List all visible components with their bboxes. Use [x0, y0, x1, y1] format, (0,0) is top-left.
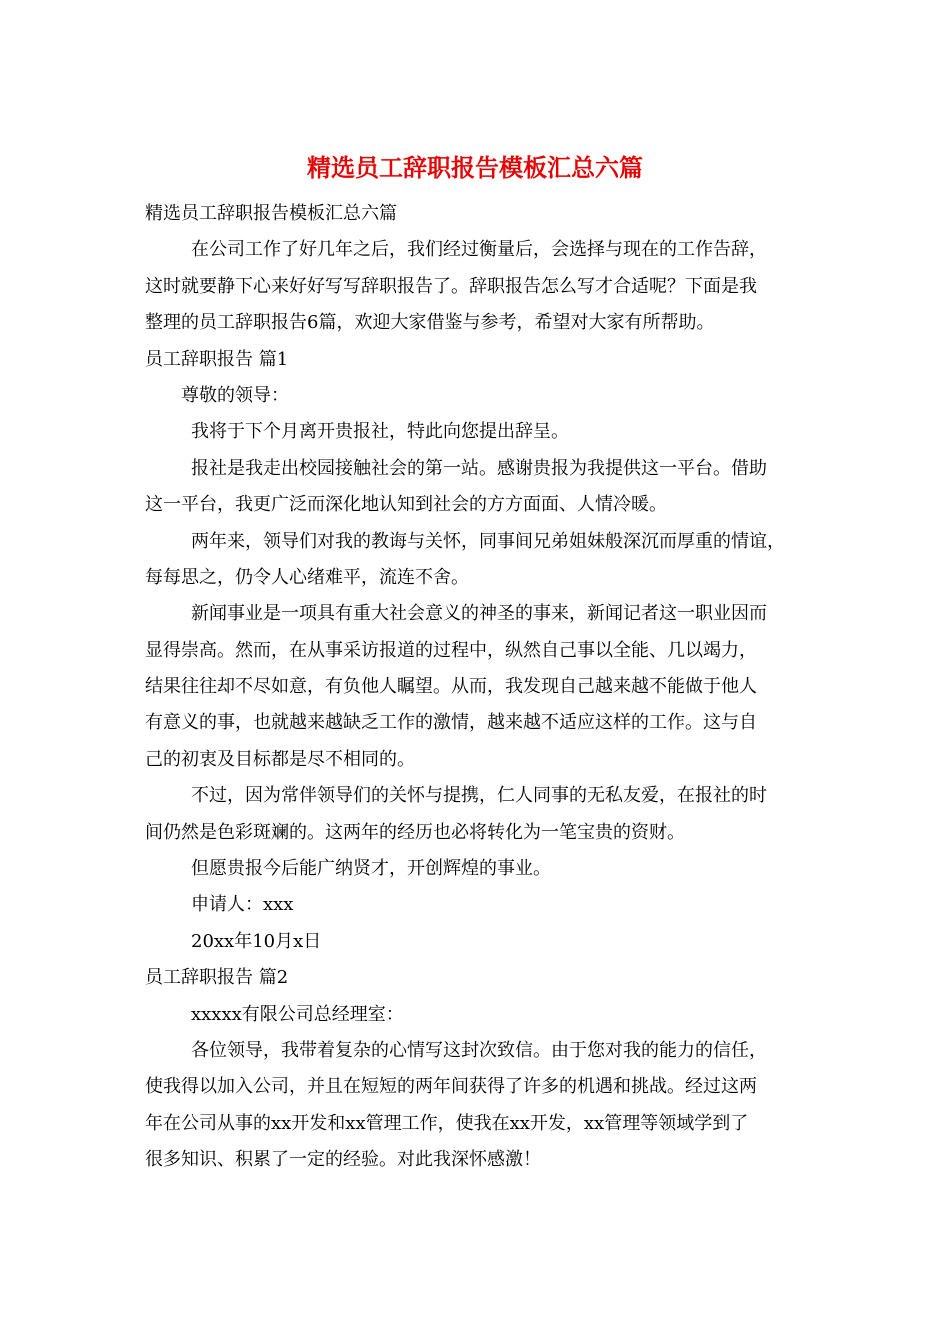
document-body [145, 196, 815, 1179]
text-line: 新闻事业是一项具有重大社会意义的神圣的事来，新闻记者这一职业因而 [191, 603, 767, 625]
text-line: 20xx年10月x日 [191, 930, 322, 952]
text-line: 年在公司从事的xx开发和xx管理工作，使我在xx开发，xx管理等领域学到了 [145, 1112, 749, 1134]
text-line: 我将于下个月离开贵报社，特此向您提出辞呈。 [191, 421, 569, 443]
text-line: 尊敬的领导： [181, 384, 289, 406]
text-line: 报社是我走出校园接触社会的第一站。感谢贵报为我提供这一平台。借助 [191, 457, 767, 479]
text-line: 各位领导，我带着复杂的心情写这封次致信。由于您对我的能力的信任， [191, 1039, 767, 1061]
text-line: 整理的员工辞职报告6篇，欢迎大家借鉴与参考，希望对大家有所帮助。 [145, 312, 715, 334]
text-line: 显得崇高。然而，在从事采访报道的过程中，纵然自己事以全能、几以竭力， [145, 639, 757, 661]
text-line: 每每思之，仍令人心绪难平，流连不舍。 [145, 566, 469, 588]
text-line: 员工辞职报告 篇1 [145, 348, 289, 370]
text-line: 使我得以加入公司，并且在短短的两年间获得了许多的机遇和挑战。经过这两 [145, 1076, 757, 1098]
text-line: 结果往往却不尽如意，有负他人瞩望。从而，我发现自己越来越不能做于他人 [145, 676, 757, 698]
text-line: 不过，因为常伴领导们的关怀与提携，仁人同事的无私友爱，在报社的时 [191, 785, 767, 807]
text-line: 在公司工作了好几年之后，我们经过衡量后，会选择与现在的工作告辞， [191, 239, 767, 261]
text-line: 精选员工辞职报告模板汇总六篇 [145, 203, 397, 224]
text-line: 两年来，领导们对我的教诲与关怀，同事间兄弟姐妹般深沉而厚重的情谊， [191, 530, 785, 552]
text-line: 己的初衷及目标都是尽不相同的。 [145, 748, 415, 770]
text-line: 员工辞职报告 篇2 [145, 967, 289, 989]
text-line: 申请人：xxx [191, 894, 294, 916]
text-line: 间仍然是色彩斑斓的。这两年的经历也必将转化为一笔宝贵的资财。 [145, 821, 685, 843]
text-line: 有意义的事，也就越来越缺乏工作的激情，越来越不适应这样的工作。这与自 [145, 712, 757, 734]
text-line: xxxxx有限公司总经理室： [191, 1003, 404, 1025]
document-title: 精选员工辞职报告模板汇总六篇 [307, 153, 643, 182]
text-line: 这一平台，我更广泛而深化地认知到社会的方方面面、人情冷暖。 [145, 494, 667, 516]
text-line: 很多知识、积累了一定的经验。对此我深怀感激！ [145, 1149, 541, 1171]
text-line: 但愿贵报今后能广纳贤才，开创辉煌的事业。 [191, 858, 551, 880]
text-line: 这时就要静下心来好好写写辞职报告了。辞职报告怎么写才合适呢？下面是我 [145, 275, 757, 297]
